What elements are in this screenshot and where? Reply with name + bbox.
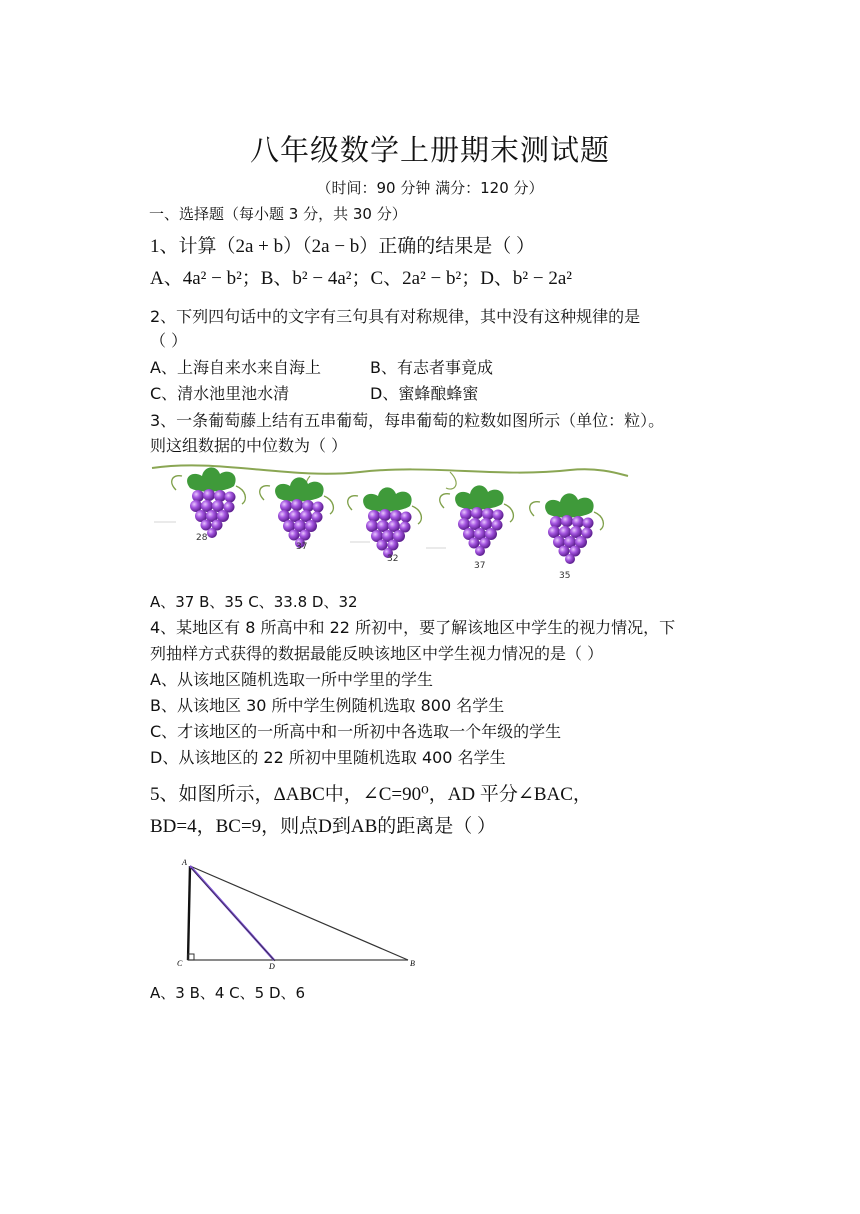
exam-info: （时间：90 分钟 满分：120 分）: [316, 179, 544, 197]
q5-options: A、3 B、4 C、5 D、6: [150, 984, 306, 1002]
q4-option-a: A、从该地区随机选取一所中学里的学生: [150, 670, 433, 689]
q2-option-d: D、蜜蜂酿蜂蜜: [370, 384, 479, 403]
q3-options: A、37 B、35 C、33.8 D、32: [150, 593, 358, 611]
section-heading: 一、选择题（每小题 3 分，共 30 分）: [149, 205, 407, 223]
q4-stem-line2: 列抽样方式获得的数据最能反映该地区中学生视力情况的是（ ）: [150, 644, 604, 663]
grape-count-label: 35: [559, 571, 571, 581]
q4-stem-line1: 4、某地区有 8 所高中和 22 所初中，要了解该地区中学生的视力情况，下: [150, 618, 676, 637]
grape-count-label: 28: [196, 533, 208, 543]
grape-count-label: 37: [296, 542, 308, 552]
vertex-a-label: A: [182, 858, 187, 867]
grape-count-label: 32: [387, 554, 399, 564]
q3-stem-line1: 3、一条葡萄藤上结有五串葡萄，每串葡萄的粒数如图所示（单位：粒）。: [150, 411, 665, 430]
grape-count-label: 37: [474, 561, 486, 571]
point-d-label: D: [269, 962, 275, 971]
q2-stem-line1: 2、下列四句话中的文字有三句具有对称规律，其中没有这种规律的是: [150, 307, 641, 326]
q4-option-d: D、从该地区的 22 所初中里随机选取 400 名学生: [150, 748, 506, 767]
vertex-c-label: C: [177, 959, 183, 968]
q1-options: A、4a² − b²；B、b² − 4a²；C、2a² − b²；D、b² − 2a²: [150, 268, 572, 289]
q4-option-b: B、从该地区 30 所中学生例随机选取 800 名学生: [150, 696, 505, 715]
q1-stem: 1、计算（2a + b）（2a − b）正确的结果是（ ）: [150, 236, 536, 257]
page-title: 八年级数学上册期末测试题: [249, 133, 610, 167]
q5-stem-line1: 5、如图所示，ΔABC中，∠C=90⁰，AD 平分∠BAC，: [150, 784, 592, 805]
q2-stem-line2: （ ）: [150, 331, 188, 350]
triangle-drawing: [170, 852, 430, 972]
q2-option-b: B、有志者事竟成: [370, 358, 493, 377]
q5-stem-line2: BD=4，BC=9，则点D到AB的距离是（ ）: [150, 816, 497, 837]
vertex-b-label: B: [410, 959, 415, 968]
grape-vine-figure: [150, 458, 630, 586]
q4-option-c: C、才该地区的一所高中和一所初中各选取一个年级的学生: [150, 722, 562, 741]
grape-vine-drawing: [150, 458, 630, 586]
q3-stem-line2: 则这组数据的中位数为（ ）: [150, 436, 348, 455]
q2-option-a: A、上海自来水来自海上: [150, 358, 321, 377]
triangle-figure: [170, 852, 430, 972]
q2-option-c: C、清水池里池水清: [150, 384, 290, 403]
